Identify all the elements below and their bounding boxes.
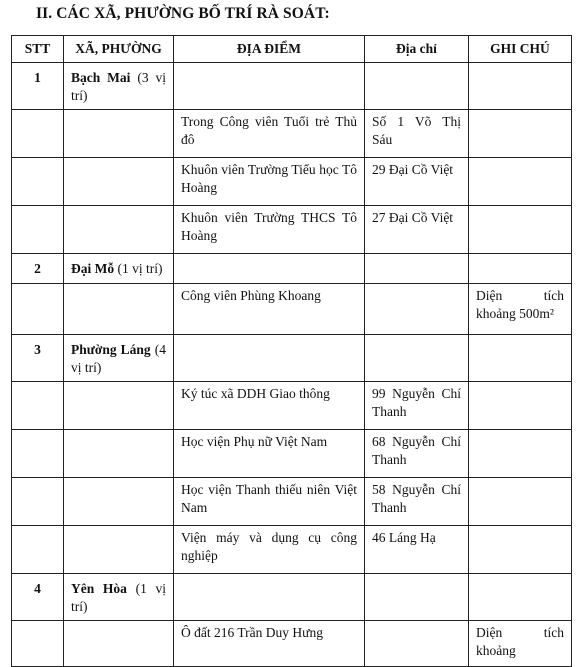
address-cell: 68 Nguyễn Chí Thanh — [365, 430, 469, 478]
empty-cell — [12, 158, 64, 206]
table-row — [12, 478, 572, 526]
empty-cell — [64, 284, 174, 335]
note-cell — [469, 382, 572, 430]
note-cell — [469, 206, 572, 254]
note-cell — [469, 158, 572, 206]
empty-cell — [469, 254, 572, 284]
column-header-ward: XÃ, PHƯỜNG — [64, 36, 174, 63]
location-cell: Công viên Phùng Khoang — [174, 284, 365, 335]
group-row — [12, 574, 572, 621]
empty-cell — [64, 526, 174, 574]
ward-name: Bạch Mai — [71, 70, 131, 85]
column-header-note: GHI CHÚ — [469, 36, 572, 63]
address-cell: 27 Đại Cồ Việt — [365, 206, 469, 254]
ward-count: (1 vị trí) — [71, 581, 167, 614]
site-table — [11, 35, 572, 667]
empty-cell — [365, 574, 469, 621]
location-cell: Ký túc xã DDH Giao thông — [174, 382, 365, 430]
group-stt: 3 — [12, 335, 64, 382]
empty-cell — [12, 478, 64, 526]
empty-cell — [12, 284, 64, 335]
group-ward — [64, 335, 174, 382]
group-stt: 2 — [12, 254, 64, 284]
empty-cell — [64, 621, 174, 667]
location-cell: Học viện Phụ nữ Việt Nam — [174, 430, 365, 478]
address-cell: Số 1 Võ Thị Sáu — [365, 110, 469, 158]
note-cell — [469, 478, 572, 526]
note-cell — [469, 110, 572, 158]
empty-cell — [12, 382, 64, 430]
note-text: Diện tích khoảng 500m² — [476, 288, 564, 321]
ward-name: Phường Láng — [71, 342, 151, 357]
empty-cell — [64, 206, 174, 254]
note-cell — [469, 526, 572, 574]
empty-cell — [174, 574, 365, 621]
empty-cell — [12, 110, 64, 158]
ward-count: (1 vị trí) — [114, 261, 163, 276]
empty-cell — [64, 158, 174, 206]
empty-cell — [469, 63, 572, 110]
empty-cell — [174, 335, 365, 382]
group-row — [12, 63, 572, 110]
empty-cell — [64, 430, 174, 478]
empty-cell — [469, 335, 572, 382]
table-row — [12, 110, 572, 158]
location-cell: Trong Công viên Tuổi trẻ Thủ đô — [174, 110, 365, 158]
location-cell: Ô đất 216 Trần Duy Hưng — [174, 621, 365, 667]
column-header-stt: STT — [12, 36, 64, 63]
location-cell: Khuôn viên Trường Tiểu học Tô Hoàng — [174, 158, 365, 206]
empty-cell — [365, 254, 469, 284]
note-cell — [469, 284, 572, 335]
empty-cell — [365, 63, 469, 110]
table-row — [12, 284, 572, 335]
group-ward — [64, 254, 174, 284]
empty-cell — [469, 574, 572, 621]
group-row — [12, 335, 572, 382]
ward-count: (3 vị trí) — [71, 70, 167, 103]
empty-cell — [12, 526, 64, 574]
table-row — [12, 621, 572, 667]
note-cell — [469, 430, 572, 478]
empty-cell — [64, 382, 174, 430]
table-row — [12, 206, 572, 254]
group-ward — [64, 63, 174, 110]
address-cell: 99 Nguyễn Chí Thanh — [365, 382, 469, 430]
note-cell: Diện tích khoảng — [469, 621, 572, 667]
empty-cell — [174, 254, 365, 284]
group-stt: 1 — [12, 63, 64, 110]
ward-name: Yên Hòa — [71, 581, 127, 596]
address-cell — [365, 621, 469, 667]
location-cell: Khuôn viên Trường THCS Tô Hoàng — [174, 206, 365, 254]
section-heading: II. CÁC XÃ, PHƯỜNG BỐ TRÍ RÀ SOÁT: — [36, 5, 330, 22]
empty-cell — [64, 110, 174, 158]
address-cell: 58 Nguyễn Chí Thanh — [365, 478, 469, 526]
column-header-location: ĐỊA ĐIỂM — [174, 36, 365, 63]
empty-cell — [365, 335, 469, 382]
empty-cell — [12, 206, 64, 254]
empty-cell — [174, 63, 365, 110]
address-cell — [365, 284, 469, 335]
ward-count: (4 vị trí) — [71, 342, 166, 375]
table-row — [12, 430, 572, 478]
column-header-address: Địa chỉ — [365, 36, 469, 63]
table-header-row — [12, 36, 572, 63]
table-row — [12, 382, 572, 430]
group-ward — [64, 574, 174, 621]
location-cell: Học viện Thanh thiếu niên Việt Nam — [174, 478, 365, 526]
ward-name: Đại Mỗ — [71, 261, 115, 276]
group-stt: 4 — [12, 574, 64, 621]
address-cell: 46 Láng Hạ — [365, 526, 469, 574]
table-row — [12, 526, 572, 574]
empty-cell — [64, 478, 174, 526]
location-cell: Viện máy và dụng cụ công nghiệp — [174, 526, 365, 574]
group-row — [12, 254, 572, 284]
empty-cell — [12, 621, 64, 667]
address-cell: 29 Đại Cồ Việt — [365, 158, 469, 206]
empty-cell — [12, 430, 64, 478]
table-row — [12, 158, 572, 206]
